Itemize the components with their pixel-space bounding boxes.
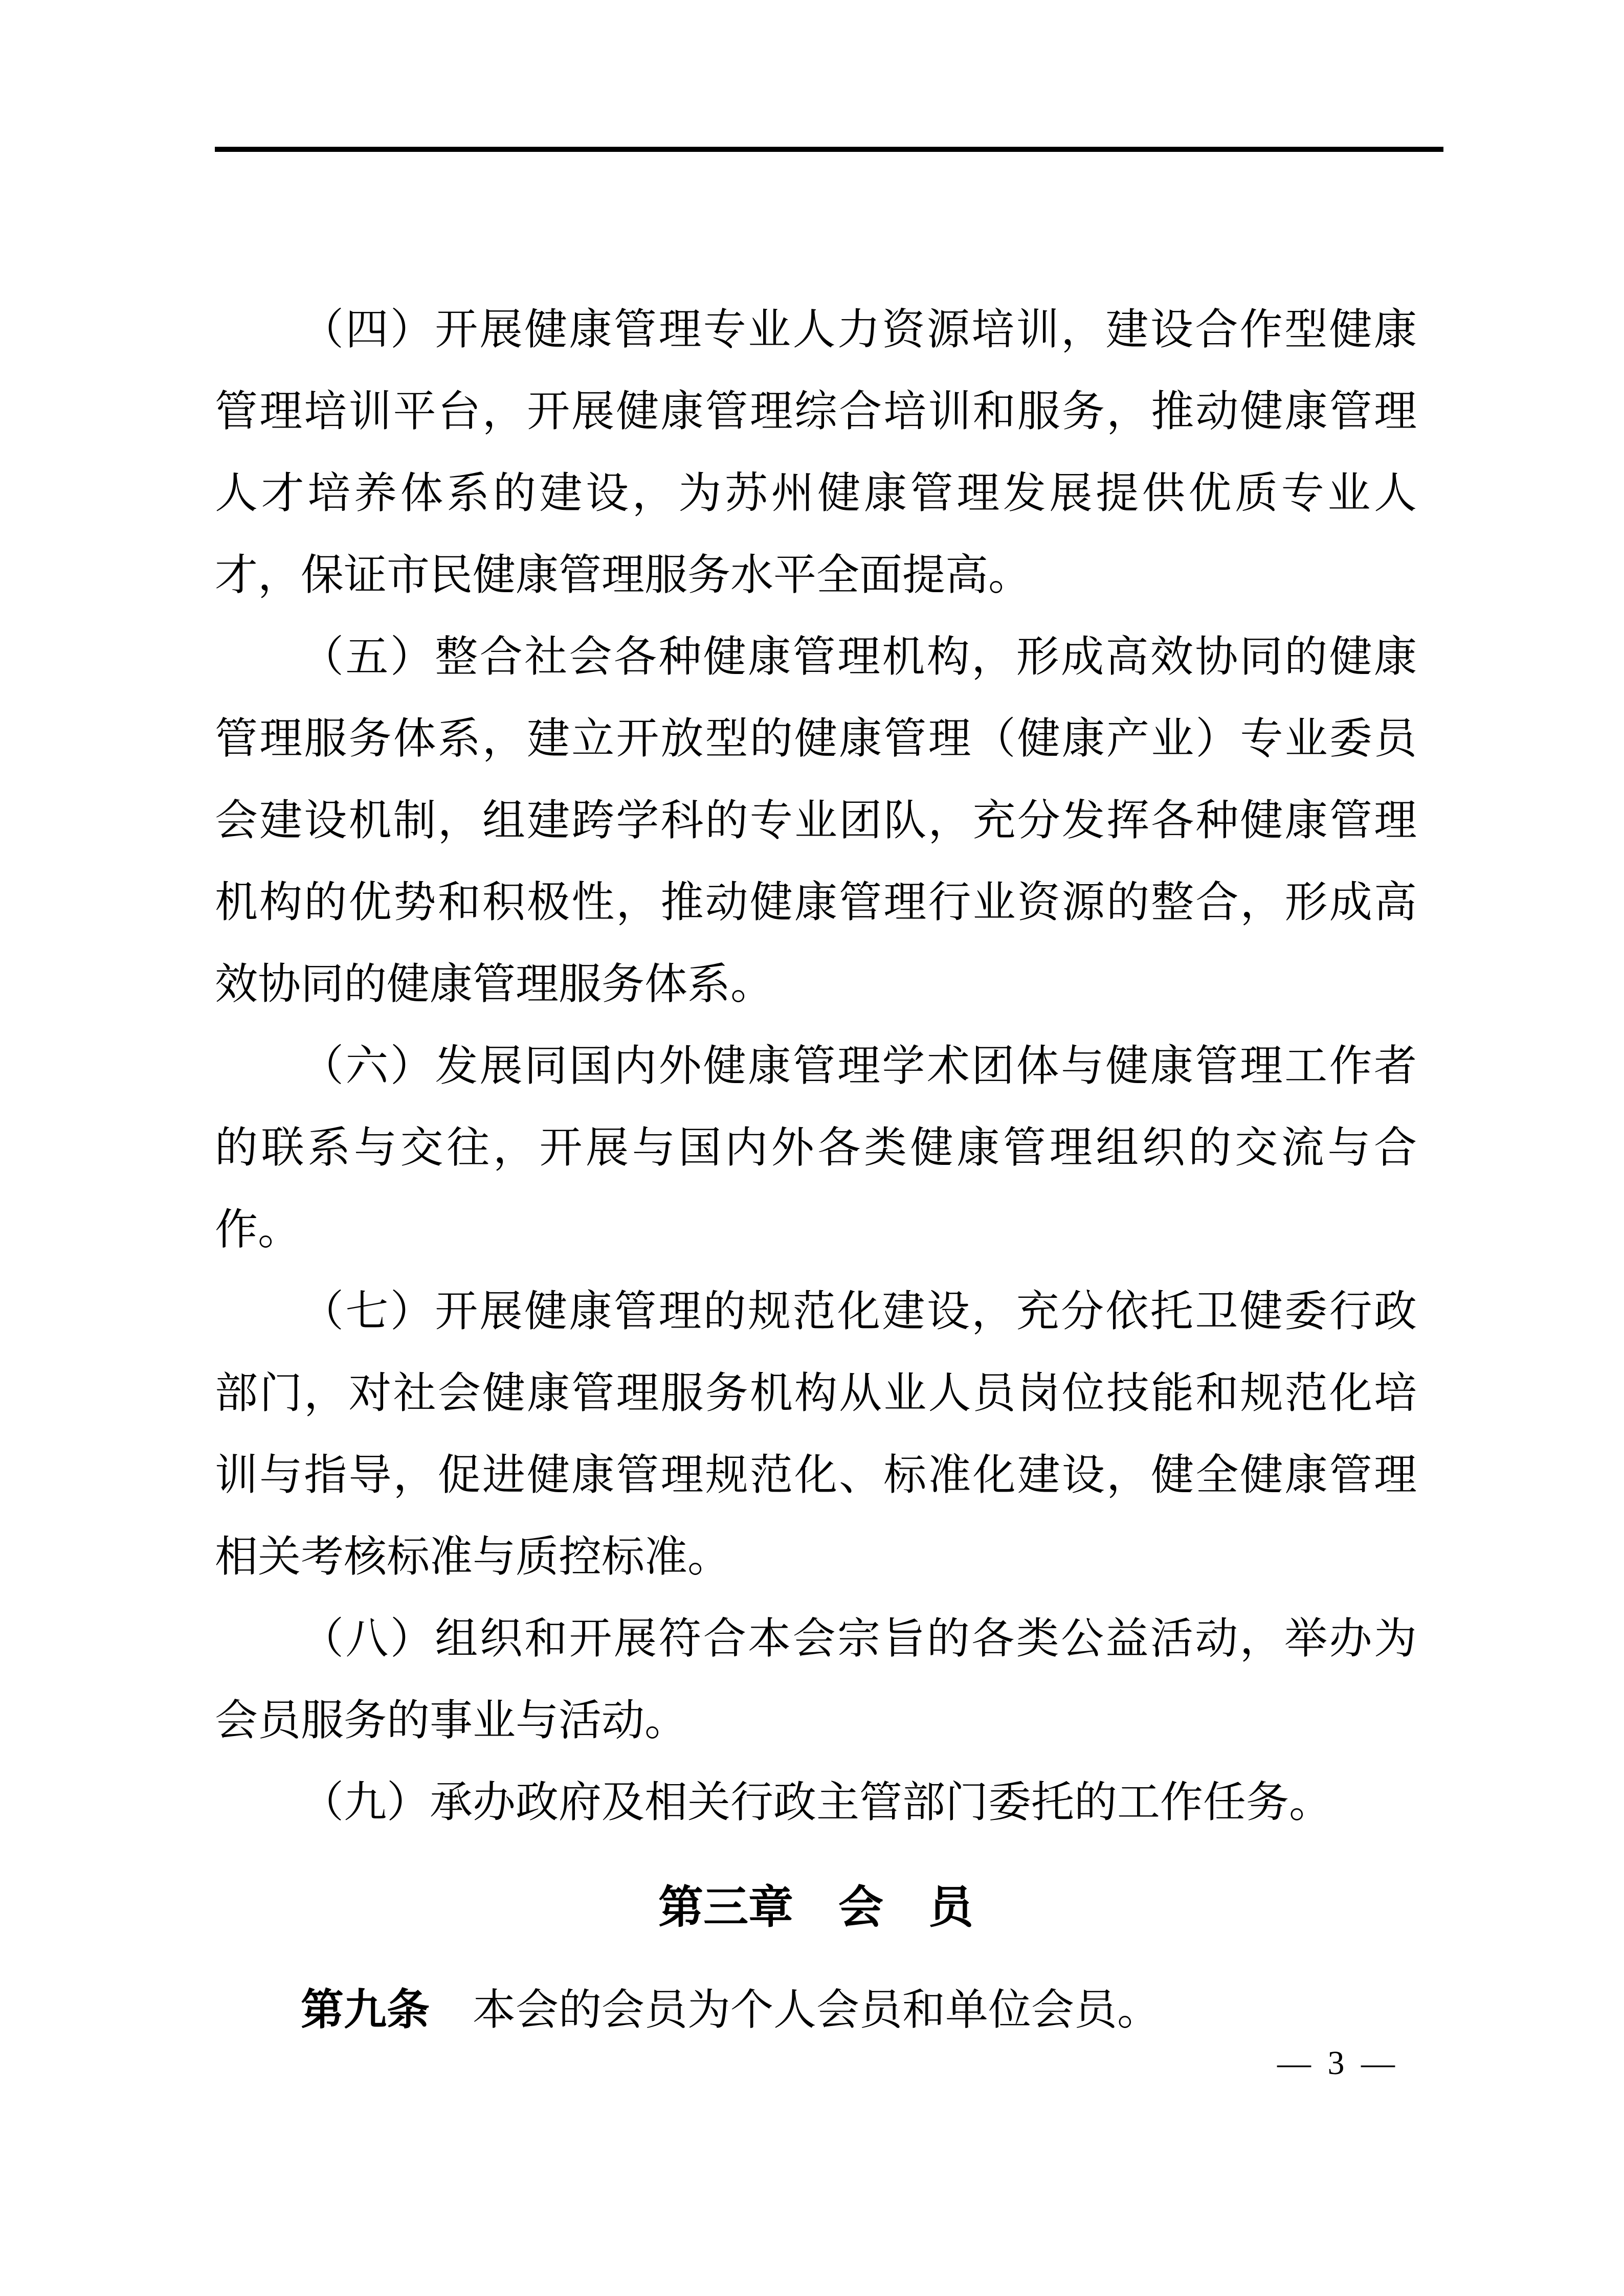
body-paragraph: （六）发展同国内外健康管理学术团体与健康管理工作者的联系与交往，开展与国内外各类健康管理组织的交流与合作。 (215, 1043, 1417, 1254)
body-paragraph: （四）开展健康管理专业人力资源培训，建设合作型健康管理培训平台，开展健康管理综合培训和服务，推动健康管理人才培养体系的建设，为苏州健康管理发展提供优质专业人才，保证市民健康管理服务水平全面提高。 (215, 306, 1417, 599)
header-divider-line (215, 147, 1443, 152)
document-body (215, 289, 1417, 2052)
chapter-heading: 第三章 会 员 (658, 1882, 973, 1932)
body-paragraph: （九）承办政府及相关行政主管部门委托的工作任务。 (301, 1779, 1332, 1827)
article-text: 本会的会员为个人会员和单位会员。 (473, 1987, 1161, 2034)
body-paragraph: （五）整合社会各种健康管理机构，形成高效协同的健康管理服务体系，建立开放型的健康管理（健康产业）专业委员会建设机制，组建跨学科的专业团队，充分发挥各种健康管理机构的优势和积极性，推动健康管理行业资源的整合，形成高效协同的健康管理服务体系。 (215, 634, 1417, 1008)
body-paragraph: （七）开展健康管理的规范化建设，充分依托卫健委行政部门，对社会健康管理服务机构从业人员岗位技能和规范化培训与指导，促进健康管理规范化、标准化建设，健全健康管理相关考核标准与质控标准。 (215, 1288, 1417, 1581)
page-number: — 3 — (1277, 2044, 1399, 2082)
paragraph-list (215, 289, 1417, 1844)
article-paragraph (215, 1969, 1417, 2052)
body-paragraph: （八）组织和开展符合本会宗旨的各类公益活动，举办为会员服务的事业与活动。 (215, 1615, 1417, 1745)
article-number-label: 第九条 (301, 1986, 430, 2034)
